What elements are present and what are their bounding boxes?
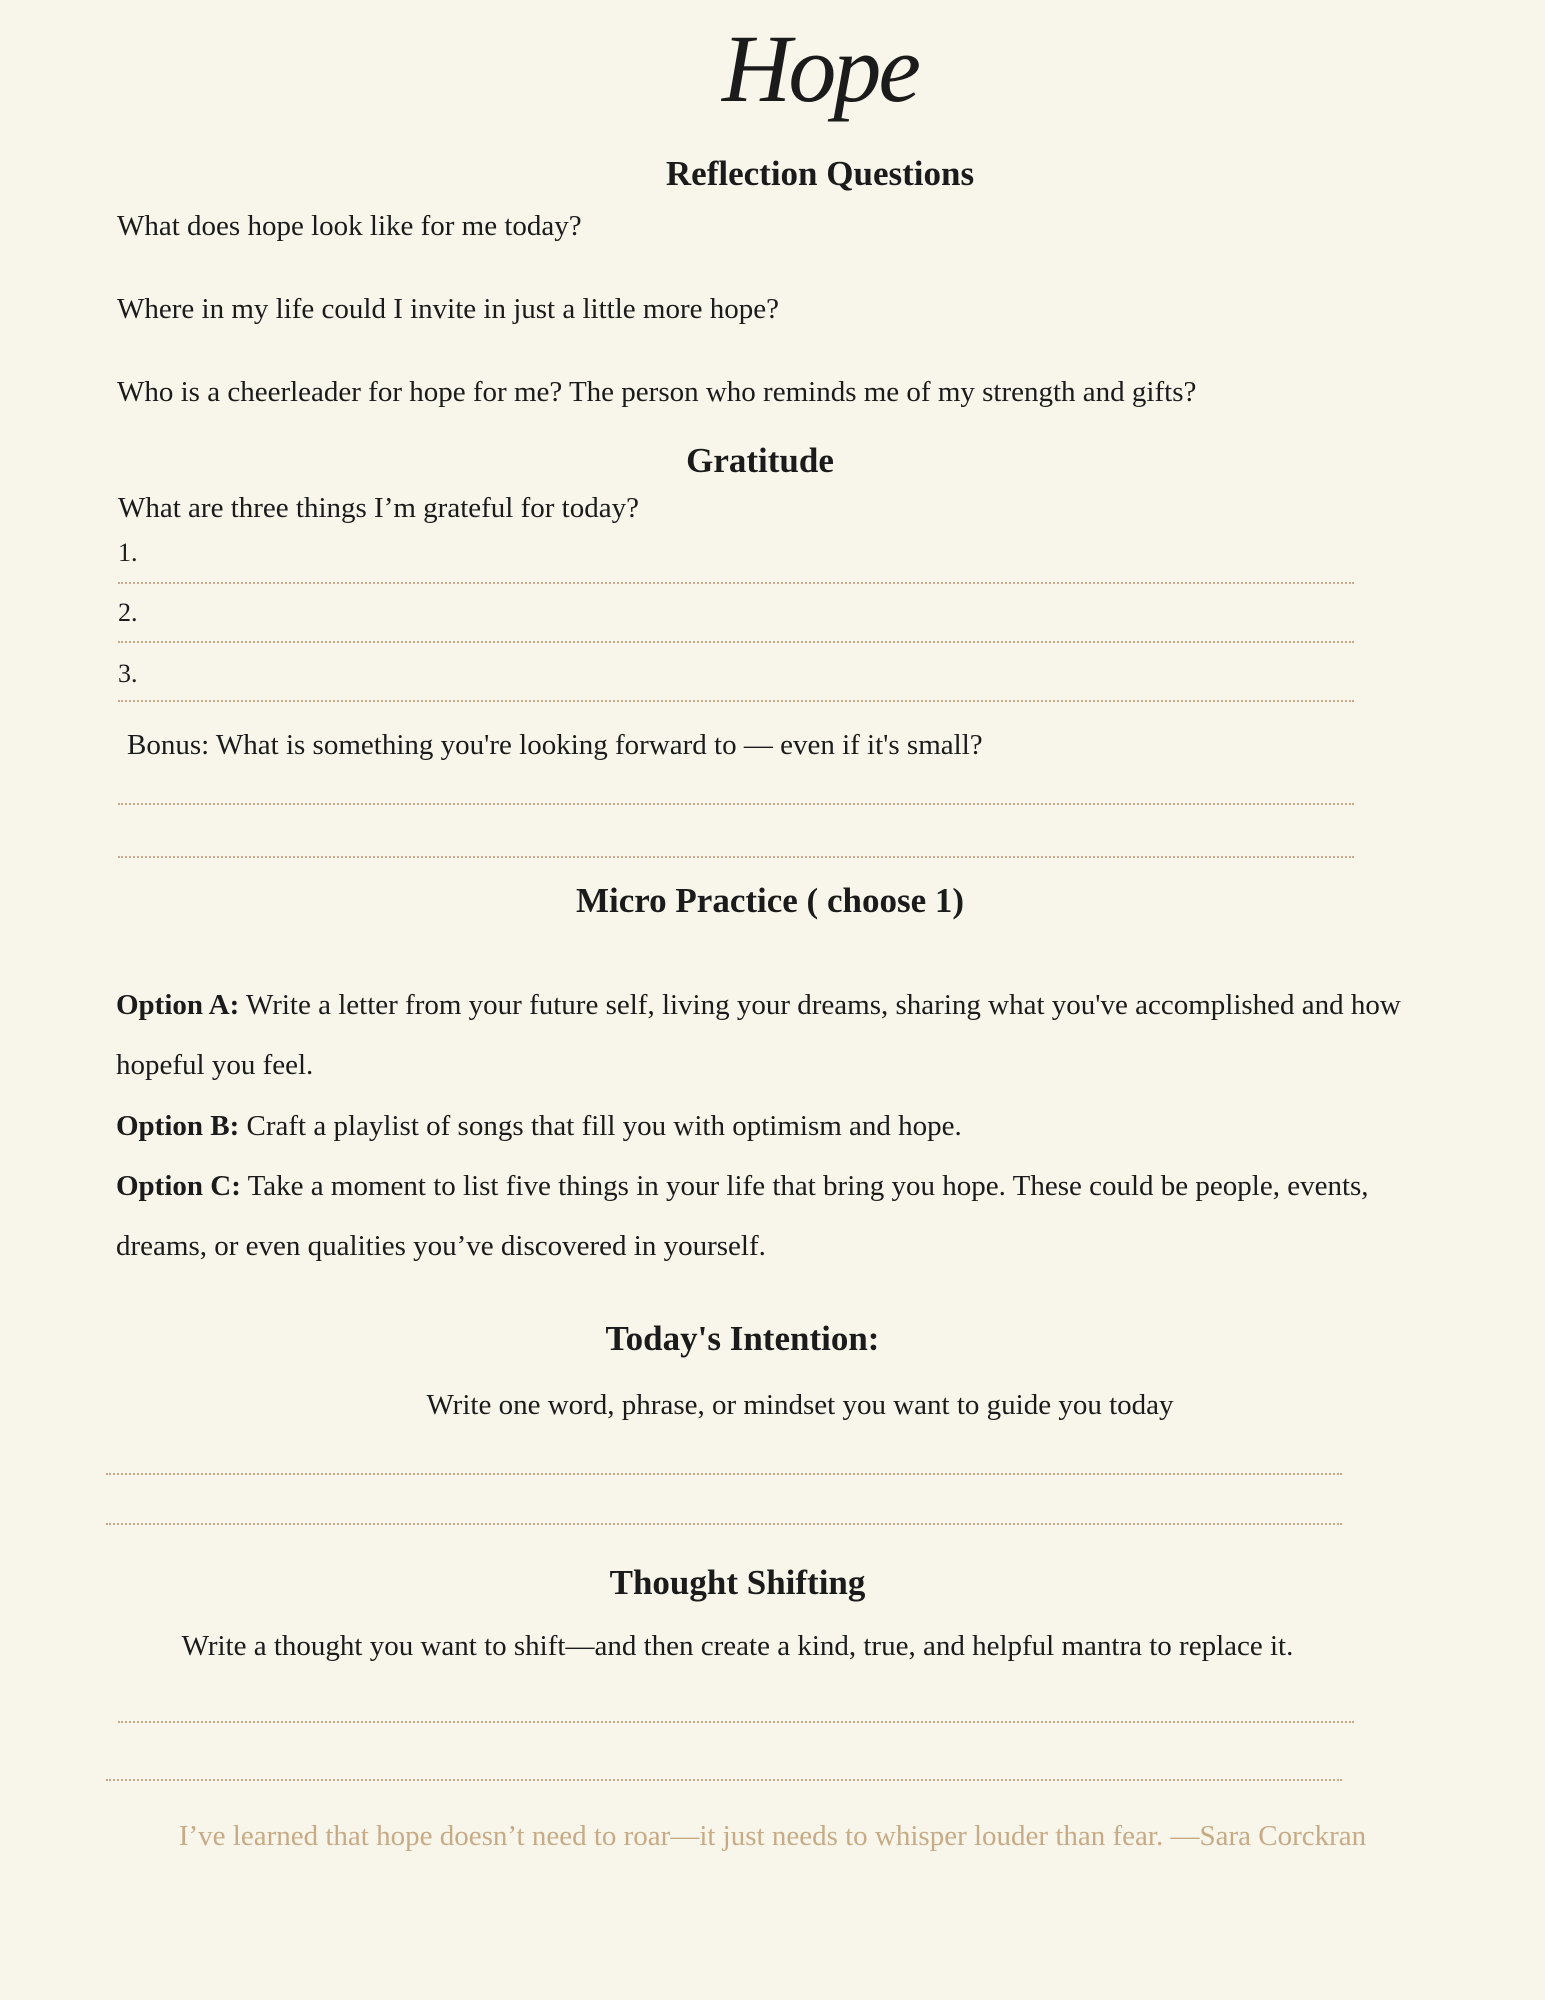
option-a	[116, 975, 1446, 1095]
bonus-line-1[interactable]	[118, 803, 1354, 805]
option-b	[116, 1096, 1446, 1156]
intention-line-2[interactable]	[106, 1523, 1342, 1525]
option-text: Take a moment to list five things in your life that bring you hope. These could be people, events, dreams, or even qualities you’ve discovered in yourself.	[116, 1170, 1369, 1262]
gratitude-line-2[interactable]	[118, 641, 1354, 643]
micro-practice-heading: Micro Practice ( choose 1)	[575, 881, 965, 920]
gratitude-item-number: 2.	[118, 598, 138, 627]
gratitude-bonus: Bonus: What is something you're looking forward to — even if it's small?	[127, 729, 983, 761]
gratitude-item-number: 3.	[118, 659, 138, 688]
thought-shifting-heading: Thought Shifting	[609, 1563, 866, 1602]
option-text: Write a letter from your future self, living your dreams, sharing what you've accomplished and how hopeful you feel.	[116, 989, 1401, 1081]
reflection-question-1: What does hope look like for me today?	[117, 210, 582, 242]
gratitude-item-number: 1.	[118, 538, 138, 567]
reflection-heading: Reflection Questions	[665, 154, 975, 193]
option-label: Option C:	[116, 1170, 241, 1202]
option-label: Option A:	[116, 989, 240, 1021]
gratitude-heading: Gratitude	[686, 441, 834, 480]
option-text: Craft a playlist of songs that fill you with optimism and hope.	[239, 1110, 962, 1142]
option-label: Option B:	[116, 1110, 240, 1142]
gratitude-line-3[interactable]	[118, 700, 1354, 702]
option-c	[116, 1156, 1396, 1276]
intention-line-1[interactable]	[106, 1473, 1342, 1475]
intention-prompt: Write one word, phrase, or mindset you want to guide you today	[426, 1389, 1174, 1421]
reflection-question-2: Where in my life could I invite in just a little more hope?	[117, 293, 779, 325]
gratitude-prompt: What are three things I’m grateful for today?	[118, 492, 639, 524]
reflection-question-3: Who is a cheerleader for hope for me? The person who reminds me of my strength and gifts?	[117, 376, 1197, 408]
thought-line-2[interactable]	[106, 1779, 1342, 1781]
closing-quote: I’ve learned that hope doesn’t need to roar—it just needs to whisper louder than fear. —Sara Corckran	[178, 1820, 1367, 1852]
intention-heading: Today's Intention:	[605, 1319, 880, 1358]
bonus-line-2[interactable]	[118, 856, 1354, 858]
thought-line-1[interactable]	[118, 1721, 1354, 1723]
gratitude-line-1[interactable]	[118, 582, 1354, 584]
thought-shifting-prompt: Write a thought you want to shift—and then create a kind, true, and helpful mantra to replace it.	[181, 1630, 1294, 1662]
page-title: Hope	[722, 15, 918, 122]
